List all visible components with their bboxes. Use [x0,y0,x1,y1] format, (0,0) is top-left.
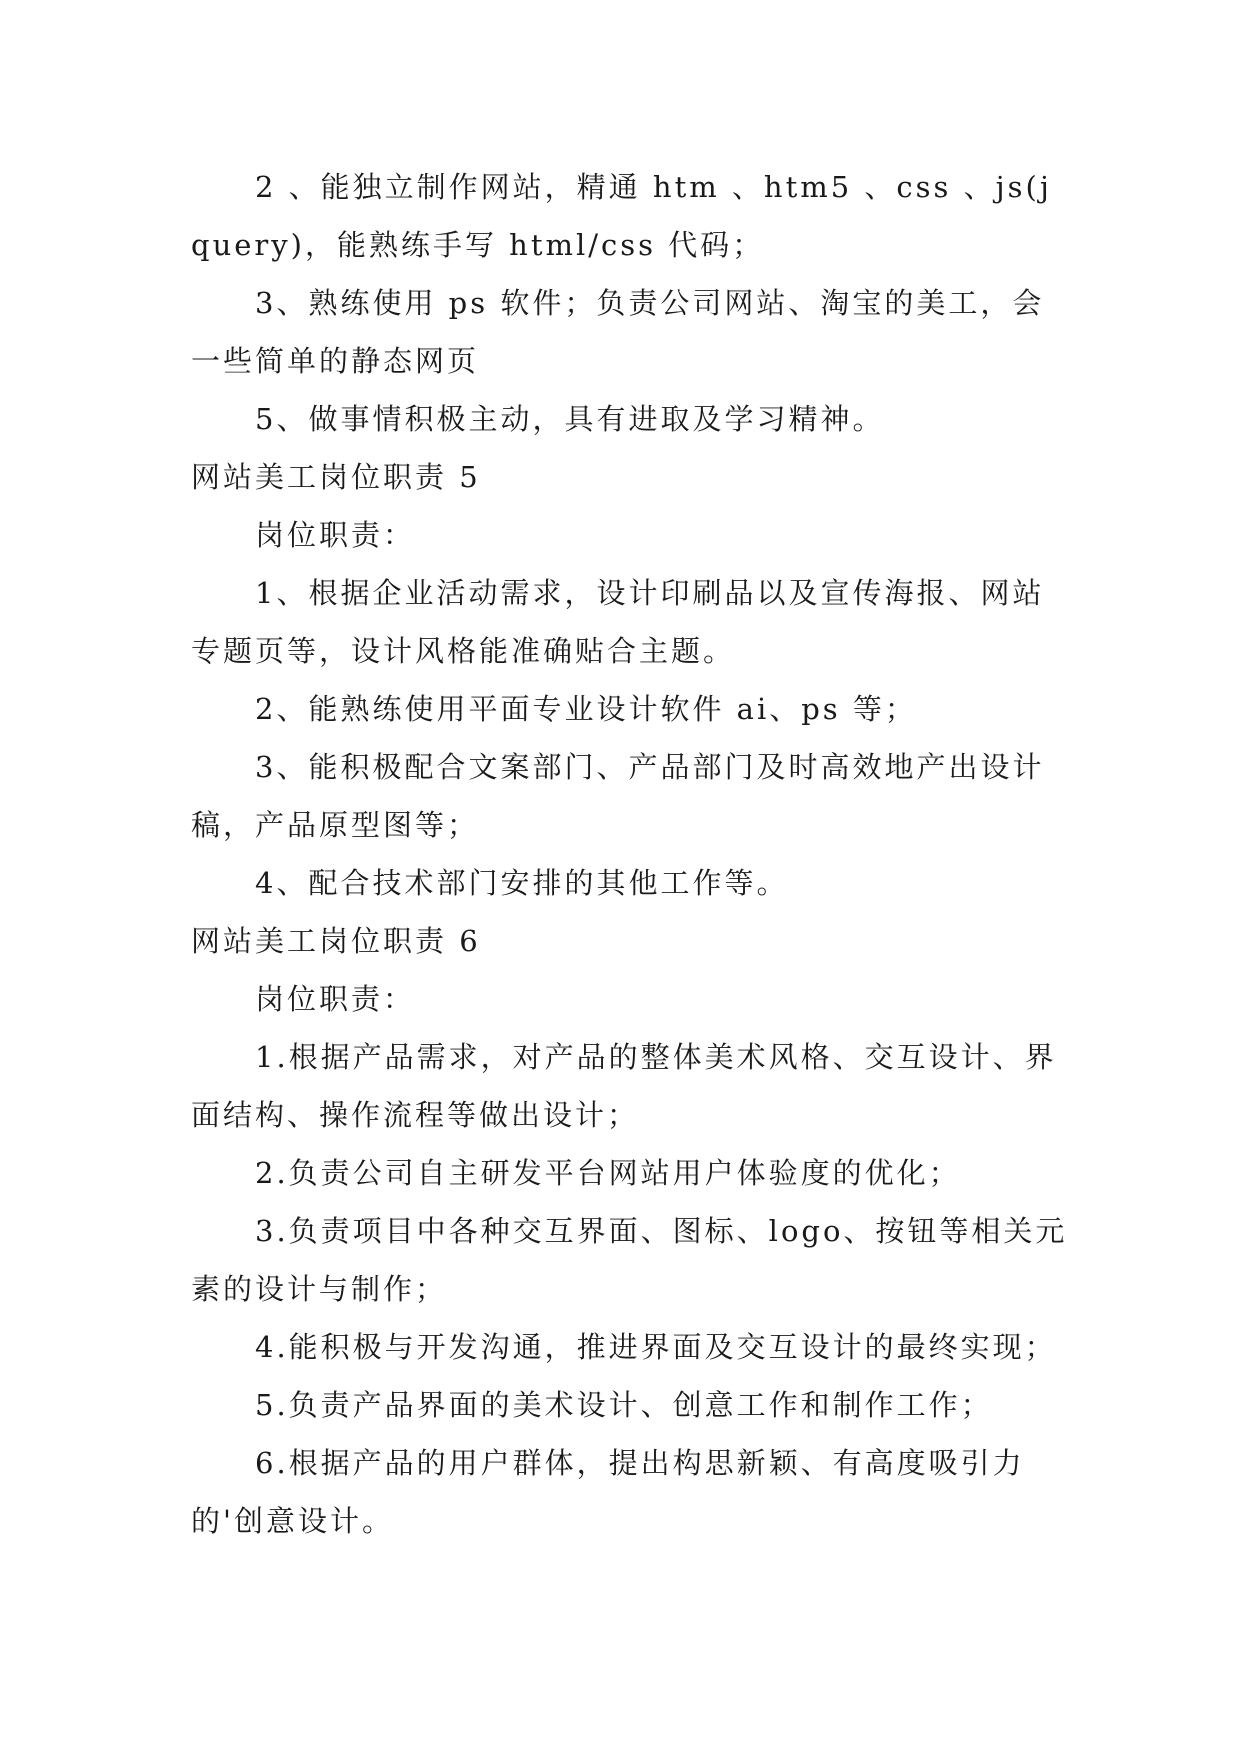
list-item: 5、做事情积极主动，具有进取及学习精神。 [255,402,885,436]
list-item: 4.能积极与开发沟通，推进界面及交互设计的最终实现； [255,1330,1057,1364]
section-label-5: 岗位职责： [255,518,416,552]
list-item: 3.负责项目中各种交互界面、图标、logo、按钮等相关元素的设计与制作； [191,1214,1068,1306]
section-label-6: 岗位职责： [255,982,416,1016]
list-item: 6.根据产品的用户群体，提出构思新颖、有高度吸引力的'创意设计。 [191,1446,1025,1538]
section-heading-6: 网站美工岗位职责 6 [191,924,481,958]
list-item: 3、熟练使用 ps 软件；负责公司网站、淘宝的美工，会一些简单的静态网页 [191,286,1045,378]
list-item: 5.负责产品界面的美术设计、创意工作和制作工作； [255,1388,993,1422]
list-item: 1.根据产品需求，对产品的整体美术风格、交互设计、界面结构、操作流程等做出设计； [191,1040,1057,1132]
list-item: 2、能熟练使用平面专业设计软件 ai、ps 等； [255,692,917,726]
section-heading-5: 网站美工岗位职责 5 [191,460,481,494]
document-body [191,158,1071,1550]
list-item: 1、根据企业活动需求，设计印刷品以及宣传海报、网站专题页等，设计风格能准确贴合主题。 [191,576,1045,668]
list-item: 3、能积极配合文案部门、产品部门及时高效地产出设计稿，产品原型图等； [191,750,1045,842]
list-item: 2.负责公司自主研发平台网站用户体验度的优化； [255,1156,961,1190]
list-item: 2 、能独立制作网站，精通 htm 、htm5 、css 、js(jquery)，能熟练手写 html/css 代码； [191,170,1052,262]
list-item: 4、配合技术部门安排的其他工作等。 [255,866,789,900]
